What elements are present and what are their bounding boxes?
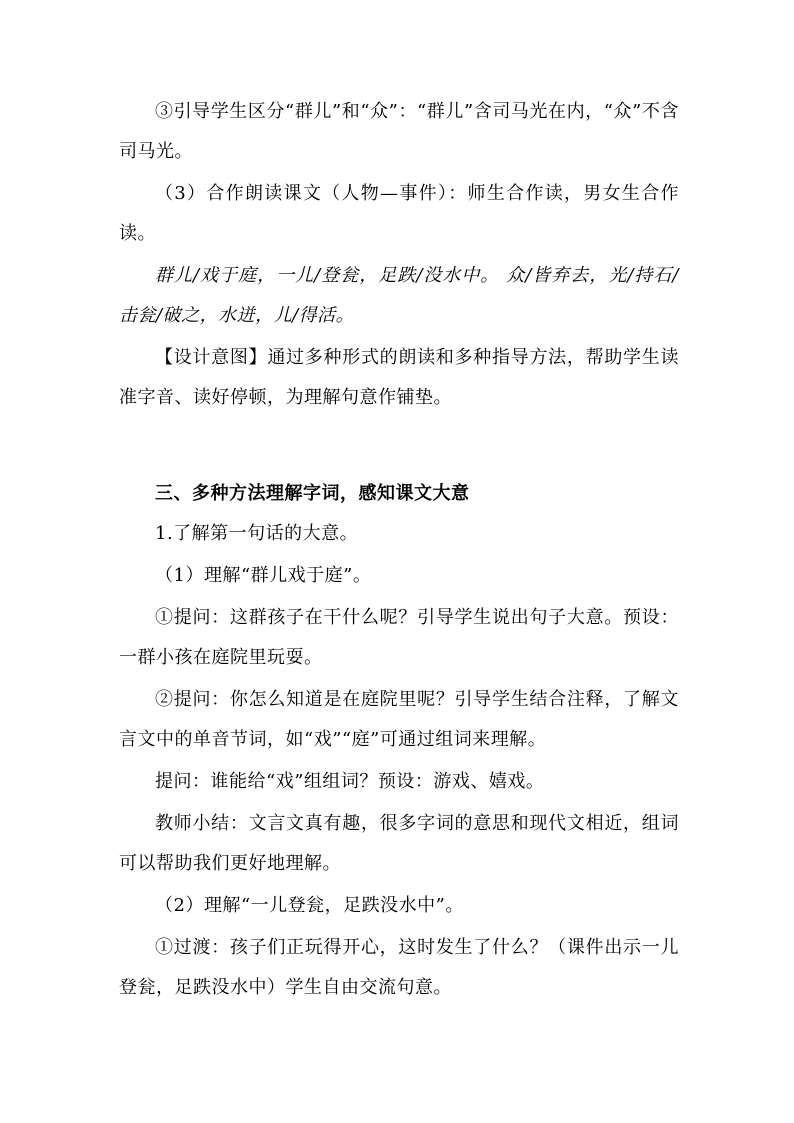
section-heading: 三、多种方法理解字词，感知课文大意 (155, 483, 470, 504)
document-body (119, 92, 679, 1010)
paragraph-question-2: ②提问：你怎么知道是在庭院里呢？引导学生结合注释，了解文言文中的单音节词，如“戏”“庭”可通过组词来理解。 (119, 689, 679, 750)
paragraph-cooperative-reading: （3）合作朗读课文（人物—事件）：师生合作读，男女生合作读。 (119, 183, 679, 244)
paragraph-step-1: 1.了解第一句话的大意。 (155, 523, 359, 544)
paragraph-question-3: 提问：谁能给“戏”组组词？预设：游戏、嬉戏。 (155, 771, 545, 792)
paragraph-design-intent: 【设计意图】通过多种形式的朗读和多种指导方法，帮助学生读准字音、读好停顿，为理解句意作铺垫。 (119, 347, 679, 408)
paragraph-teacher-summary: 教师小结：文言文真有趣，很多字词的意思和现代文相近，组词可以帮助我们更好地理解。 (119, 813, 679, 874)
paragraph-transition: ①过渡：孩子们正玩得开心，这时发生了什么？（课件出示一儿登瓮，足跌没水中）学生自由交流句意。 (119, 937, 679, 998)
paragraph-pause-marks: 群儿/戏于庭，一儿/登瓮，足跌/没水中。 众/皆弃去，光/持石/击瓮/破之，水迸，儿/得活。 (119, 265, 679, 326)
paragraph-understand-2: （2）理解“一儿登瓮，足跌没水中”。 (155, 895, 464, 916)
paragraph-distinguish: ③引导学生区分“群儿”和“众”：“群儿”含司马光在内，“众”不含司马光。 (119, 101, 679, 162)
paragraph-question-1: ①提问：这群孩子在干什么呢？引导学生说出句子大意。预设：一群小孩在庭院里玩耍。 (119, 607, 679, 668)
paragraph-understand-1: （1）理解“群儿戏于庭”。 (155, 565, 372, 586)
